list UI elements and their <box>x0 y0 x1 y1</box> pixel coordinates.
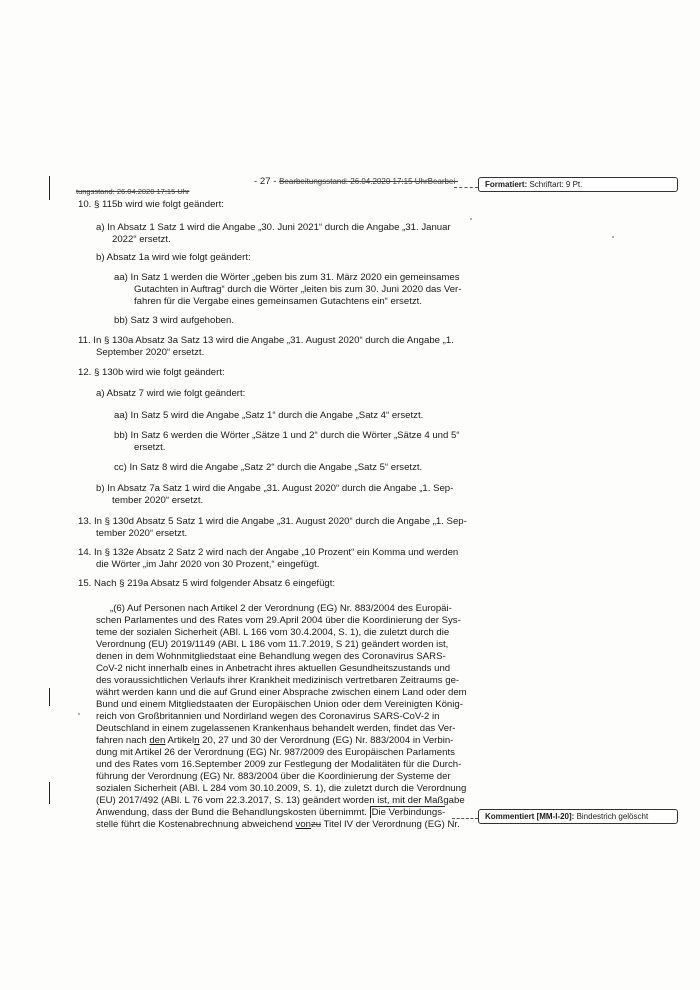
item-10-a: a) In Absatz 1 Satz 1 wird die Angabe „30. Juni 2021“ durch die Angabe „31. Januar <box>96 222 451 233</box>
item-13: 13. In § 130d Absatz 5 Satz 1 wird die Angabe „31. August 2020“ durch die Angabe „1. Sep- <box>78 516 467 527</box>
item-13-cont: tember 2020“ ersetzt. <box>96 528 188 539</box>
deleted-status-continuation: tungsstand: 26.04.2020 17:15 Uhr <box>76 187 190 196</box>
paragraph-6-line-tracked: stelle führt die Kostenabrechnung abweichend vonzu Titel IV der Verordnung (EG) Nr. <box>96 819 460 830</box>
scan-speck <box>470 218 472 220</box>
scan-speck <box>612 236 614 238</box>
comment-leader <box>452 818 478 819</box>
paragraph-6-line: Bund und einem Mitgliedstaaten der Europäischen Union oder dem Vereinigten König- <box>96 699 463 710</box>
deleted-status-suffix: Bearbei- <box>427 177 458 186</box>
paragraph-6-line: CoV-2 nicht innerhalb eines in Anbetracht ihres aktuellen Gesundheitszustands und <box>96 663 451 674</box>
item-11-cont: September 2020“ ersetzt. <box>96 347 205 358</box>
paragraph-6-line: führung der Verordnung (EG) Nr. 883/2004 über die Koordinierung der Systeme der <box>96 771 451 782</box>
deleted-text: zu <box>310 819 322 830</box>
paragraph-6-line: währt werden kann und die auf Grund einer Absprache zwischen einem Land oder dem <box>96 687 467 698</box>
paragraph-6-line: sozialen Sicherheit (ABl. L 284 vom 30.10.2009, S. 1), die zuletzt durch die Verordnung <box>96 783 467 794</box>
inserted-text: den <box>149 735 166 746</box>
deleted-status: Bearbeitungsstand: 26.04.2020 17:15 Uhr <box>279 177 428 186</box>
format-comment-box[interactable]: Formatiert: Schriftart: 9 Pt. <box>478 177 678 192</box>
item-10-a-cont: 2022“ ersetzt. <box>112 234 171 245</box>
item-14-cont: die Wörter „im Jahr 2020 von 30 Prozent,“ eingefügt. <box>96 559 320 570</box>
paragraph-6-line: schen Parlamentes und des Rates vom 29.April 2004 über die Koordinierung der Sys- <box>96 615 461 626</box>
item-12-a: a) Absatz 7 wird wie folgt geändert: <box>96 388 246 399</box>
paragraph-6-line: denen in dem Wohnmitgliedstaat eine Behandlung wegen des Coronavirus SARS- <box>96 651 446 662</box>
paragraph-6-line: dung mit Artikel 26 der Verordnung (EG) Nr. 987/2009 des Europäischen Parlaments <box>96 747 455 758</box>
review-comment-box[interactable]: Kommentiert [MM-I-20]: Bindestrich gelöscht <box>478 809 678 824</box>
item-10-b-aa: aa) In Satz 1 werden die Wörter „geben bis zum 31. März 2020 ein gemeinsames <box>114 272 460 283</box>
page-header <box>254 176 458 188</box>
item-10-b: b) Absatz 1a wird wie folgt geändert: <box>96 252 251 263</box>
scan-speck <box>78 713 80 715</box>
item-12-a-cc: cc) In Satz 8 wird die Angabe „Satz 2“ durch die Angabe „Satz 5“ ersetzt. <box>114 462 423 473</box>
paragraph-6-line: reich von Großbritannien und Nordirland wegen des Coronavirus SARS-CoV-2 in <box>96 711 440 722</box>
item-12-a-bb: bb) In Satz 6 werden die Wörter „Sätze 1 und 2“ durch die Wörter „Sätze 4 und 5“ <box>114 430 460 441</box>
paragraph-6-line: (EU) 2017/492 (ABl. L 76 vom 22.3.2017, S. 13) geändert worden ist, mit der Maßgabe <box>96 795 465 806</box>
page-number: - 27 - <box>254 176 277 187</box>
item-12: 12. § 130b wird wie folgt geändert: <box>78 367 225 378</box>
inserted-text: von <box>295 819 311 830</box>
item-10-b-aa-cont: fahren für die Vergabe eines gemeinsamen Gutachtens ein“ ersetzt. <box>134 296 422 307</box>
comment-anchor: Die Verbindungs- <box>371 807 446 818</box>
paragraph-6-line: und des Rates vom 16.September 2009 zur Festlegung der Modalitäten für die Durch- <box>96 759 462 770</box>
item-11: 11. In § 130a Absatz 3a Satz 13 wird die Angabe „31. August 2020“ durch die Angabe „1. <box>78 335 454 346</box>
comment-leader <box>454 187 478 188</box>
change-bar <box>49 176 50 200</box>
paragraph-6-line-tracked: Anwendung, dass der Bund die Behandlungskosten übernimmt. Die Verbindungs- <box>96 807 446 818</box>
paragraph-6-line: des voraussichtlichen Verlaufs ihrer Krankheit medizinisch vertretbaren Zeitraums ge- <box>96 675 460 686</box>
change-bar <box>49 688 50 706</box>
item-10: 10. § 115b wird wie folgt geändert: <box>78 199 224 210</box>
item-12-a-bb-cont: ersetzt. <box>134 442 166 453</box>
paragraph-6-line: „(6) Auf Personen nach Artikel 2 der Verordnung (EG) Nr. 883/2004 des Europäi- <box>110 603 452 614</box>
item-10-b-aa-cont: Gutachten in Auftrag“ durch die Wörter „leiten bis zum 30. Juni 2020 das Ver- <box>134 284 462 295</box>
change-bar <box>49 782 50 804</box>
paragraph-6-line: Deutschland in einem zugelassenen Krankenhaus behandelt werden, findet das Ver- <box>96 723 456 734</box>
paragraph-6-line: teme der sozialen Sicherheit (ABl. L 166 vom 30.4.2004, S. 1), die zuletzt durch die <box>96 627 450 638</box>
paragraph-6-line: Verordnung (EU) 2019/1149 (ABl. L 186 vom 11.7.2019, S 21) geändert worden ist, <box>96 639 449 650</box>
item-10-b-bb: bb) Satz 3 wird aufgehoben. <box>114 315 235 326</box>
item-14: 14. In § 132e Absatz 2 Satz 2 wird nach der Angabe „10 Prozent“ ein Komma und werden <box>78 547 459 558</box>
item-12-b: b) In Absatz 7a Satz 1 wird die Angabe „31. August 2020“ durch die Angabe „1. Sep- <box>96 483 454 494</box>
item-12-a-aa: aa) In Satz 5 wird die Angabe „Satz 1“ durch die Angabe „Satz 4“ ersetzt. <box>114 410 424 421</box>
item-12-b-cont: tember 2020“ ersetzt. <box>112 495 204 506</box>
paragraph-6-line-tracked: fahren nach den Artikeln 20, 27 und 30 der Verordnung (EG) Nr. 883/2004 in Verbin- <box>96 735 454 746</box>
inserted-text: n <box>194 735 200 746</box>
item-15: 15. Nach § 219a Absatz 5 wird folgender Absatz 6 eingefügt: <box>78 578 336 589</box>
